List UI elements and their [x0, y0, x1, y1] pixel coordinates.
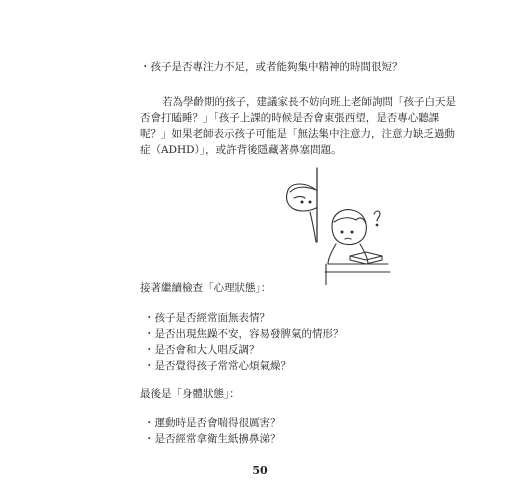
mental-item-3: ・是否會和大人唱反調？ — [144, 344, 260, 356]
physical-heading: 最後是「身體狀態」： — [140, 388, 240, 400]
paragraph-line-2: 否會打瞌睡？」「孩子上課的時候是否會東張西望，是否專心聽課 — [140, 112, 440, 124]
mental-item-2: ・是否出現焦躁不安，容易發脾氣的情形？ — [144, 328, 344, 340]
mental-item-1: ・孩子是否經常面無表情？ — [144, 312, 270, 324]
physical-item-1: ・運動時是否會喘得很厲害？ — [144, 417, 281, 429]
intro-bullet: ・孩子是否專注力不足，或者能夠集中精神的時間很短？ — [140, 61, 403, 73]
paragraph-line-3: 呢？」如果老師表示孩子可能是「無法集中注意力，注意力缺乏過動 — [140, 128, 455, 140]
paragraph-line-4: 症（ADHD）」，或許背後隱藏著鼻塞問題。 — [140, 144, 342, 156]
teacher-peeking-at-child-icon — [270, 160, 400, 285]
mental-item-4: ・是否覺得孩子常常心煩氣燥？ — [144, 360, 291, 372]
page-number: 50 — [252, 464, 268, 477]
paragraph-line-1: 若為學齡期的孩子，建議家長不妨向班上老師詢問「孩子白天是 — [162, 96, 456, 108]
mental-heading: 接著繼續檢查「心理狀態」： — [140, 282, 272, 294]
physical-item-2: ・是否經常拿衛生紙擤鼻涕？ — [144, 433, 281, 445]
